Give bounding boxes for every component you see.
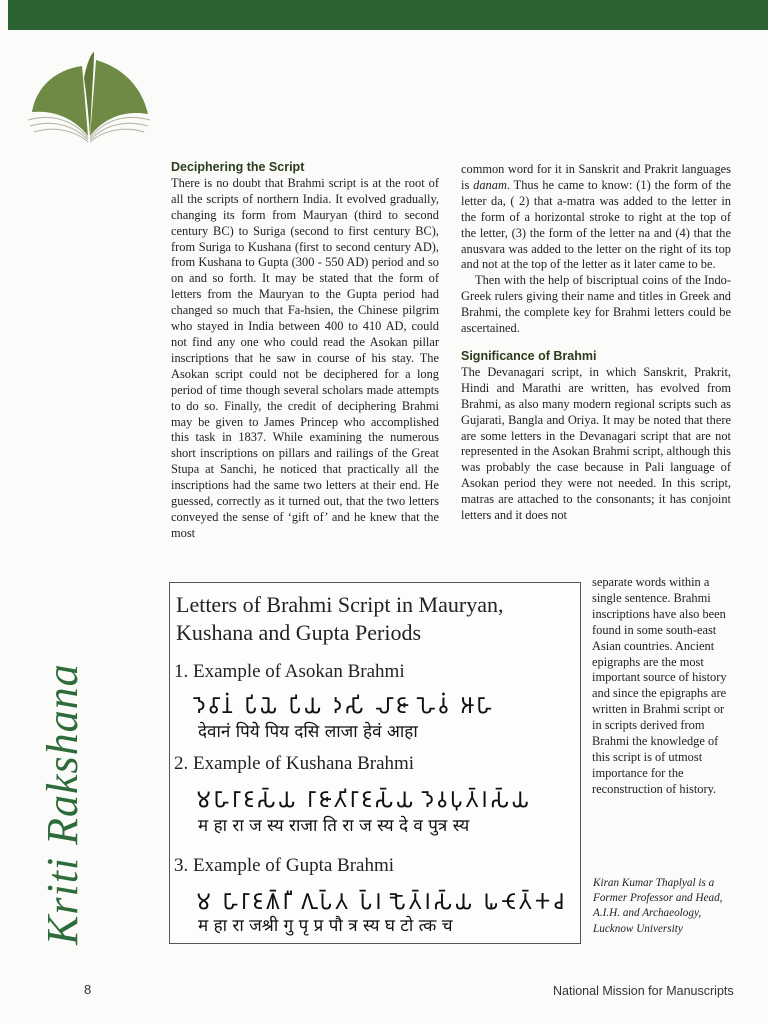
kushana-devanagari: म हा रा ज स्य राजा ति रा ज स्य दे व पुत्र स्य [198,816,470,836]
gupta-devanagari: म हा रा जश्री गु पृ प्र पौ त्र स्य घ टो त्क च [198,916,453,936]
paragraph-significance: The Devanagari script, in which Sanskrit, Prakrit, Hindi and Marathi are written, has evolved from Brahmi, as also many modern regional scripts such as Gujarati, Bangla and Oriya. It may be noted that there are some letters in the Devanagari script that are not represented in the Asokan Brahmi script, although this was probably the case because in Pali language of Asokan period they were not needed. In this script, matras are attached to the consonants; it has conjoint letters and it does not [461,364,731,523]
example-label-asokan: 1. Example of Asokan Brahmi [174,661,405,682]
example-label-gupta: 3. Example of Gupta Brahmi [174,855,395,876]
example-label-kushana: 2. Example of Kushana Brahmi [174,753,415,774]
asokan-brahmi-script: 𑀤𑁂𑀯𑀸𑀦𑀁 𑀧𑀺𑀬𑁂 𑀧𑀺𑀬 𑀤𑀲𑀺 𑀮𑀸𑀚𑀸 𑀳𑁂𑀯𑀁 𑀆𑀳𑀸 [196,694,495,719]
paragraph-history: separate words within a single sentence. Brahmi inscriptions have also been found in some south-east Asian countries. Ancient epigraphs are the most important source of history and since the epigraphs are written in Brahmi script or in scripts derived from Brahmi the knowledge of this script is of utmost importance for the reconstruction of history. [592,575,727,796]
heading-deciphering: Deciphering the Script [171,160,305,174]
column-deciphering [171,160,439,542]
heading-significance: Significance of Brahmi [461,348,597,363]
page-number: 8 [84,982,92,997]
gupta-brahmi-script: 𑀫 𑀳𑀸𑀭𑀸𑀚𑀰𑁆𑀭𑀻 𑀕𑀼𑀧𑁆𑀢 𑀧𑁆𑀭 𑀧𑁅𑀢𑁆𑀭𑀲𑁆𑀬 𑀖𑀝𑁄𑀢𑁆𑀓𑀘 [196,890,567,915]
danam-word: danam [473,177,507,192]
kriti-rakshana-signature: Kriti Rakshana [38,663,87,945]
kushana-brahmi-script: 𑀫𑀳𑀸𑀭𑀸𑀚𑀲𑁆𑀬 𑀭𑀸𑀚𑀸𑀢𑀺𑀭𑀸𑀚𑀲𑁆𑀬 𑀤𑁂𑀯𑀧𑀼𑀢𑁆𑀭𑀲𑁆𑀬 [196,788,532,813]
paragraph-danam-start: common word for it in Sanskrit and Prakrit languages is [461,162,731,192]
top-green-bar [8,0,768,30]
open-book-icon [24,48,154,143]
box-title: Letters of Brahmi Script in Mauryan, Kushana and Gupta Periods [176,592,504,645]
brahmi-examples-box [169,582,581,944]
column-significance [461,162,731,524]
author-note: Kiran Kumar Thaplyal is a Former Professor and Head, A.I.H. and Archaeology, Lucknow University [593,877,723,935]
paragraph-deciphering: There is no doubt that Brahmi script is at the root of all the scripts of northern India. It evolved gradually, changing its form from Mauryan (third to second century BC) to Suriga (second to first century BC), from Suriga to Kushana (first to second century AD), from Kushana to Gupta (300 - 550 AD) period and so on and so forth. It may be stated that the form of letters from the Mauryan to the Gupta period had changed so much that Fa-hsien, the Chinese pilgrim who stayed in India between 400 to 410 AD, could not find any one who could read the Asokan pillar inscriptions that he saw in course of his stay. The Asokan script could not be deciphered for a long period of time though several scholars made attempts to do so. Finally, the credit of deciphering Brahmi may be given to James Princep who accomplished this task in 1837. While examining the numerous short inscriptions on pillars and railings of the Great Stupa at Sanchi, he noticed that practically all the inscriptions had the same two letters at their end. He guessed, correctly as it turned out, that the two letters conveyed the sense of ‘gift of’ and he knew that the most [171,175,439,540]
paragraph-danam [461,162,731,273]
publication-title: National Mission for Manuscripts [553,984,734,998]
column-history [592,575,732,798]
paragraph-coins: Then with the help of biscriptual coins of the Indo-Greek rulers giving their name and titles in Greek and Brahmi, the complete key for Brahmi letters could be ascertained. [461,273,731,336]
paragraph-danam-end: . Thus he came to know: (1) the form of the letter da, ( 2) that a-matra was added to the letter in the form of a horizontal stroke to right at the top of the letter, (3) the form of the letter na and (4) that the anusvara was added to the letter on the right of its top and not at the top of the letter as it later came to be. [461,177,731,272]
asokan-devanagari: देवानं पियेे पिय दसि लाजा हेवं आहा [198,722,418,742]
